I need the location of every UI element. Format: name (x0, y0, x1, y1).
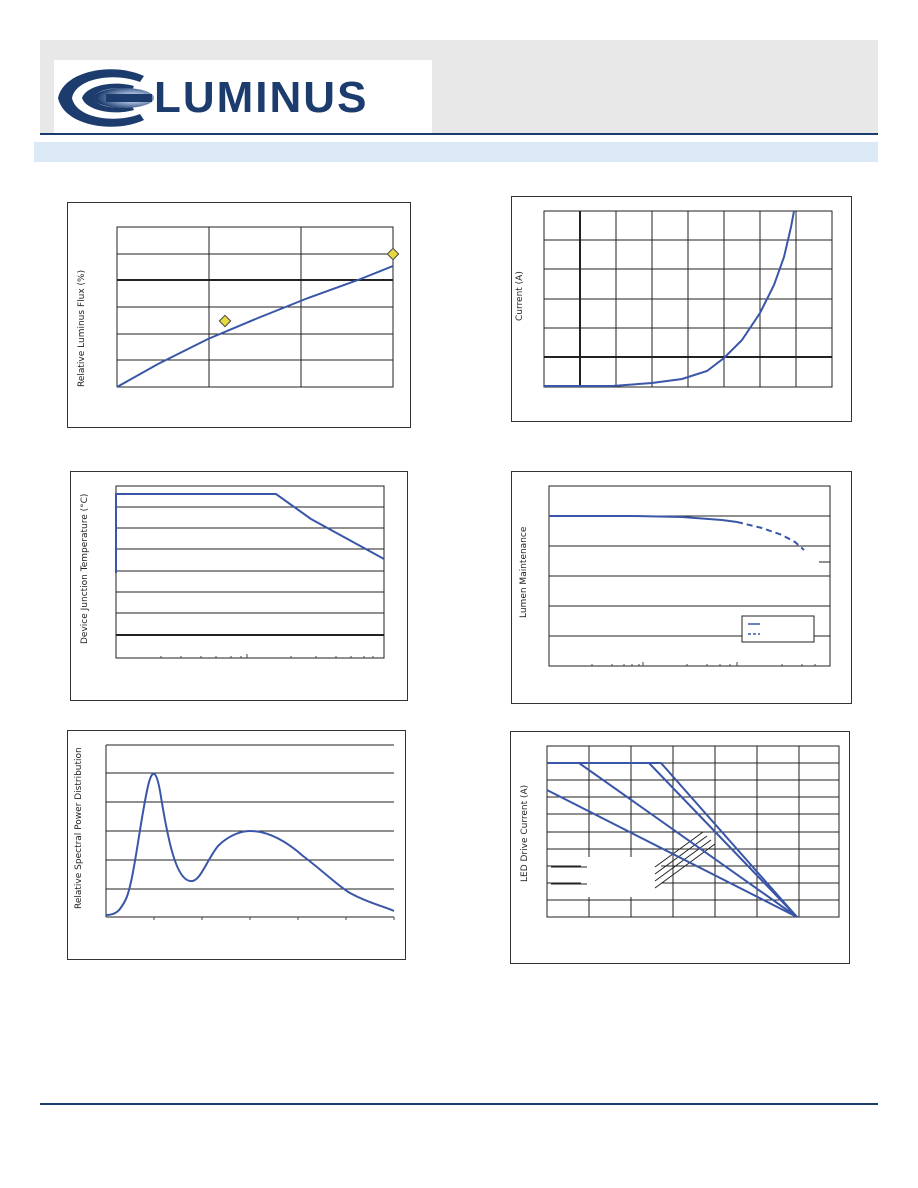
data-marker (387, 248, 398, 259)
x-minor-ticks (161, 654, 373, 658)
y-axis-label: Lumen Maintenance (519, 526, 529, 618)
footer-rule (40, 1103, 878, 1105)
chart-current (511, 196, 852, 422)
chart-relative-flux-svg (68, 203, 410, 427)
y-axis-label: Device Junction Temperature (°C) (80, 493, 90, 644)
chart-led-drive-current (510, 731, 850, 964)
series-line (116, 494, 384, 573)
label-block (581, 857, 661, 897)
section-band (34, 142, 878, 162)
chart-junction-temperature-svg (71, 472, 407, 700)
x-minor-ticks (592, 662, 815, 666)
y-axis-label: Relative Spectral Power Distribution (74, 747, 84, 909)
brand-name: LUMINUS (154, 73, 369, 122)
grid (116, 486, 384, 658)
luminus-logo-mark-icon (54, 66, 154, 130)
chart-relative-flux (67, 202, 411, 428)
series-line (117, 266, 393, 387)
y-axis-label: Relative Luminus Flux (%) (77, 269, 87, 387)
legend (742, 616, 814, 642)
series-line (547, 790, 797, 917)
y-axis-label: Current (A) (515, 271, 525, 321)
data-marker (219, 315, 230, 326)
chart-led-drive-current-svg (511, 732, 849, 963)
series-line-solid (549, 516, 737, 522)
chart-current-svg (512, 197, 851, 421)
y-axis-label: LED Drive Current (A) (520, 784, 530, 882)
header-rule (40, 133, 878, 135)
series-line (106, 774, 394, 915)
chart-lumen-maintenance (511, 471, 852, 704)
chart-junction-temperature (70, 471, 408, 701)
chart-spectral-power-svg (68, 731, 405, 959)
chart-lumen-maintenance-svg (512, 472, 851, 703)
chart-spectral-power (67, 730, 406, 960)
